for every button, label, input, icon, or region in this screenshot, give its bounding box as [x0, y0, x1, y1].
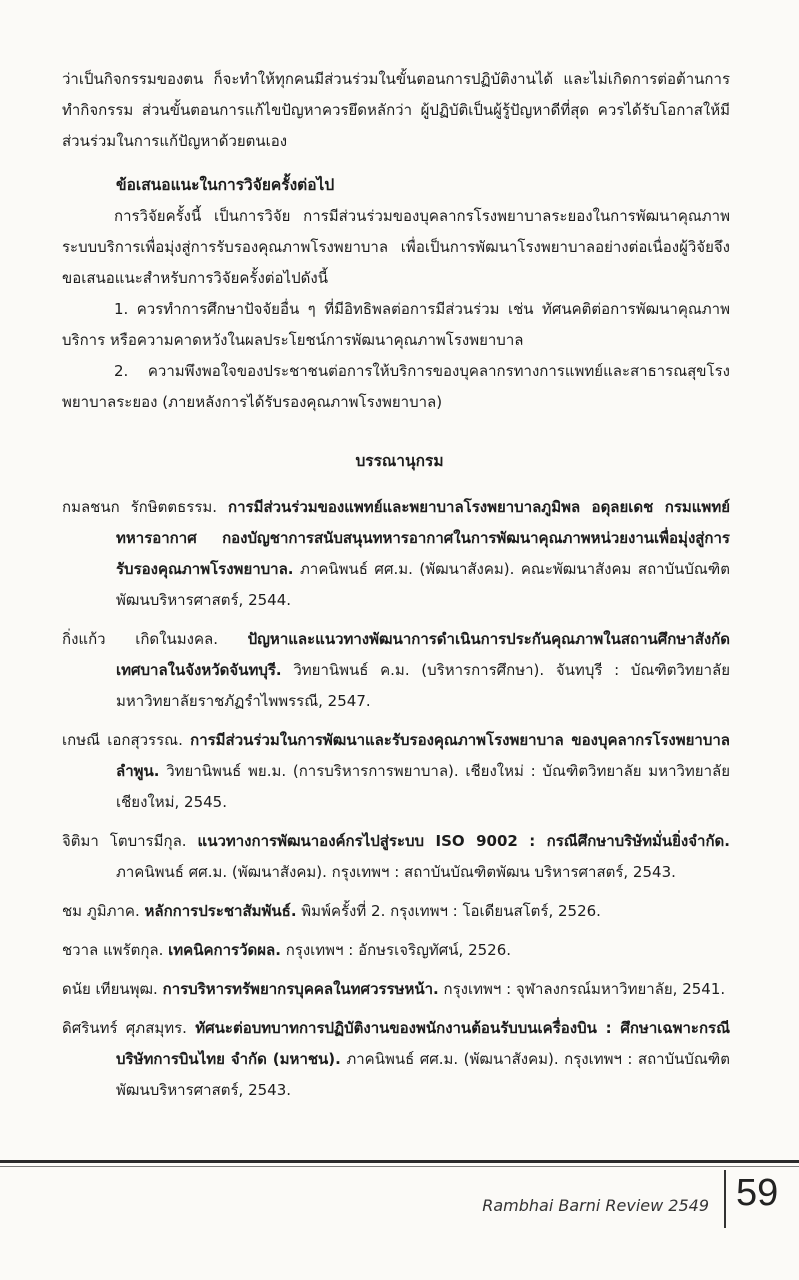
entry-publication: วิทยานิพนธ์ พย.ม. (การบริหารการพยาบาล). เชียงใหม่ : บัณฑิตวิทยาลัย มหาวิทยาลัยเชียงใหม่, 2545. — [116, 762, 730, 811]
entry-author: กมลชนก รักษิตตธรรม. — [62, 498, 218, 516]
bibliography-entry — [62, 725, 730, 818]
entry-author: กิ่งแก้ว เกิดในมงคล. — [62, 630, 218, 648]
intro-paragraph: ว่าเป็นกิจกรรมของตน ก็จะทำให้ทุกคนมีส่วนร่วมในขั้นตอนการปฏิบัติงานได้ และไม่เกิดการต่อต้านการทำกิจกรรม ส่วนขั้นตอนการแก้ไขปัญหาควรยึดหลักว่า ผู้ปฏิบัติเป็นผู้รู้ปัญหาดีที่สุด ควรได้รับโอกาสให้มีส่วนร่วมในการแก้ปัญหาด้วยตนเอง — [62, 70, 730, 150]
bibliography-entry — [62, 1013, 730, 1106]
bibliography-entry — [62, 974, 730, 1005]
bibliography-entry — [62, 492, 730, 616]
entry-publication: ภาคนิพนธ์ ศศ.ม. (พัฒนาสังคม). กรุงเทพฯ : สถาบันบัณฑิตพัฒนบริหารศาสตร์, 2543. — [116, 1050, 730, 1099]
bibliography-entry — [62, 624, 730, 717]
entry-title: หลักการประชาสัมพันธ์. — [144, 902, 297, 920]
footer-divider — [0, 1160, 799, 1163]
entry-title: การบริหารทรัพยากรบุคคลในทศวรรษหน้า. — [162, 980, 439, 998]
bibliography-entry — [62, 826, 730, 888]
entry-title: ทัศนะต่อบทบาทการปฏิบัติงานของพนักงานต้อนรับบนเครื่องบิน : ศึกษาเฉพาะกรณี บริษัทการบินไทย จำกัด (มหาชน). — [116, 1019, 731, 1068]
entry-publication: กรุงเทพฯ : จุฬาลงกรณ์มหาวิทยาลัย, 2541. — [443, 980, 726, 998]
entry-publication: กรุงเทพฯ : อักษรเจริญทัศน์, 2526. — [285, 941, 512, 959]
suggestion-paragraph: การวิจัยครั้งนี้ เป็นการวิจัย การมีส่วนร่วมของบุคลากรโรงพยาบาลระยองในการพัฒนาคุณภาพระบบบริการเพื่อมุ่งสู่การรับรองคุณภาพโรงพยาบาล เพื่อเป็นการพัฒนาโรงพยาบาลอย่างต่อเนื่องผู้วิจัยจึงขอเสนอแนะสำหรับการวิจัยครั้งต่อไปดังนี้ — [62, 207, 730, 287]
entry-publication: วิทยานิพนธ์ ค.ม. (บริหารการศึกษา). จันทบุรี : บัณฑิตวิทยาลัย มหาวิทยาลัยราชภัฏรำไพพรรณี, 2547. — [116, 661, 730, 710]
entry-author: จิติมา โตบารมีกุล. — [62, 832, 187, 850]
bibliography-entry — [62, 935, 730, 966]
bibliography-list — [62, 492, 730, 1114]
suggestion-item-1: 1. ควรทำการศึกษาปัจจัยอื่น ๆ ที่มีอิทธิพลต่อการมีส่วนร่วม เช่น ทัศนคติต่อการพัฒนาคุณภาพบริการ หรือความคาดหวังในผลประโยชน์การพัฒนาคุณภาพโรงพยาบาล — [62, 300, 730, 349]
entry-title: การมีส่วนร่วมในการพัฒนาและรับรองคุณภาพโรงพยาบาล ของบุคลากรโรงพยาบาลลำพูน. — [116, 731, 730, 780]
entry-title: การมีส่วนร่วมของแพทย์และพยาบาลโรงพยาบาลภูมิพล อดุลยเดช กรมแพทย์ทหารอากาศ กองบัญชาการสนับสนุนทหารอากาศในการพัฒนาคุณภาพหน่วยงานเพื่อมุ่งสู่การรับรองคุณภาพโรงพยาบาล. — [116, 498, 730, 578]
entry-publication: ภาคนิพนธ์ ศศ.ม. (พัฒนาสังคม). คณะพัฒนาสังคม สถาบันบัณฑิตพัฒนบริหารศาสตร์, 2544. — [116, 560, 730, 609]
entry-author: ดิศรินทร์ ศุภสมุทร. — [62, 1019, 187, 1037]
bibliography-title: บรรณานุกรม — [355, 452, 444, 470]
entry-publication: พิมพ์ครั้งที่ 2. กรุงเทพฯ : โอเดียนสโตร์, 2526. — [301, 902, 601, 920]
entry-publication: ภาคนิพนธ์ ศศ.ม. (พัฒนาสังคม). กรุงเทพฯ : สถาบันบัณฑิตพัฒน บริหารศาสตร์, 2543. — [116, 863, 676, 881]
main-body — [62, 64, 730, 418]
entry-author: เกษณี เอกสุวรรณ. — [62, 731, 183, 749]
entry-author: ชม ภูมิภาค. — [62, 902, 140, 920]
entry-author: ดนัย เทียนพุฒ. — [62, 980, 158, 998]
footer-divider-thin — [0, 1166, 799, 1167]
entry-title: เทคนิคการวัดผล. — [168, 941, 281, 959]
entry-author: ชวาล แพรัตกุล. — [62, 941, 164, 959]
suggestion-heading: ข้อเสนอแนะในการวิจัยครั้งต่อไป — [116, 176, 335, 194]
page-number-separator — [724, 1170, 726, 1228]
page-number: 59 — [736, 1172, 779, 1214]
entry-title: แนวทางการพัฒนาองค์กรไปสู่ระบบ ISO 9002 : กรณีศึกษาบริษัทมั่นยิ่งจำกัด. — [197, 832, 730, 850]
journal-name: Rambhai Barni Review 2549 — [482, 1196, 709, 1215]
entry-title: ปัญหาและแนวทางพัฒนาการดำเนินการประกันคุณภาพในสถานศึกษาสังกัดเทศบาลในจังหวัดจันทบุรี. — [116, 630, 730, 679]
suggestion-item-2: 2. ความพึงพอใจของประชาชนต่อการให้บริการของบุคลากรทางการแพทย์และสาธารณสุขโรงพยาบาลระยอง (ภายหลังการได้รับรองคุณภาพโรงพยาบาล) — [62, 362, 730, 411]
bibliography-entry — [62, 896, 730, 927]
